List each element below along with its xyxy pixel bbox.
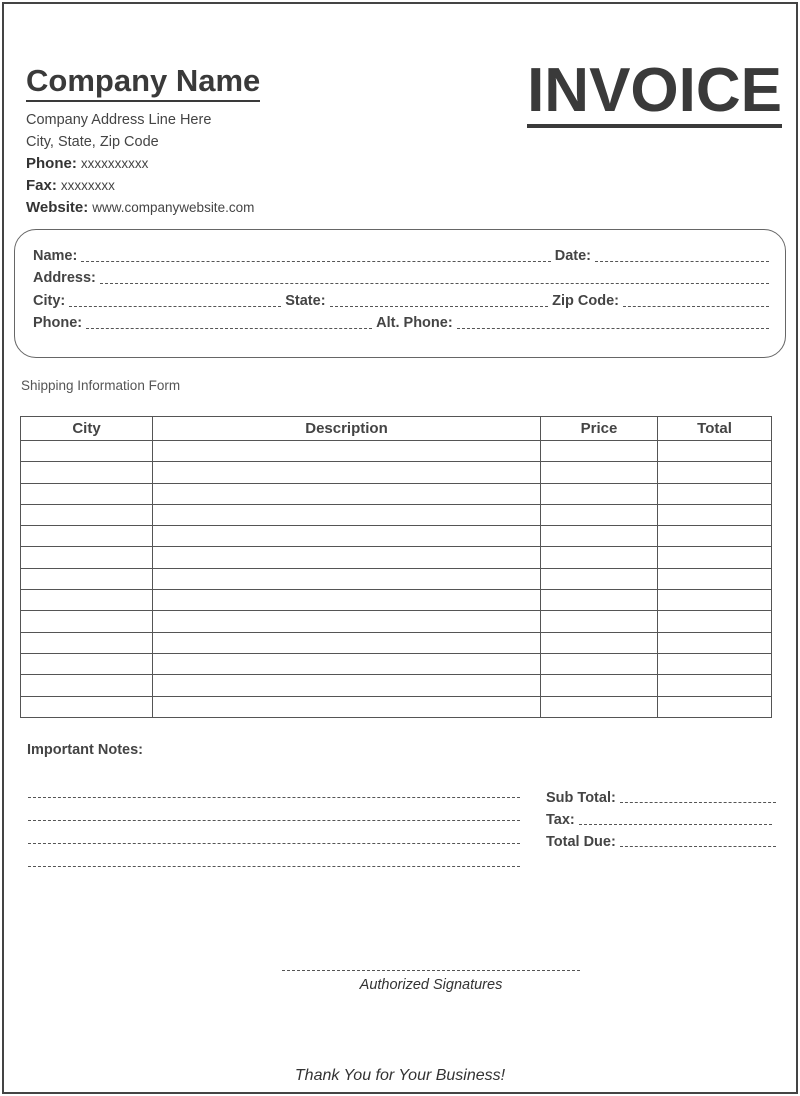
items-table (20, 416, 772, 718)
col-header-total: Total (658, 417, 772, 441)
city-cell[interactable] (21, 441, 153, 462)
name-label: Name: (33, 248, 78, 264)
address-field[interactable] (100, 270, 769, 284)
notes-label: Important Notes: (27, 742, 143, 758)
city-cell[interactable] (21, 632, 153, 653)
signature-label: Authorized Signatures (359, 977, 503, 993)
total-due-field[interactable] (620, 835, 776, 847)
company-fax (26, 175, 254, 197)
price-cell[interactable] (541, 568, 658, 589)
total-cell[interactable] (658, 653, 772, 674)
description-cell[interactable] (153, 675, 541, 696)
zip-label: Zip Code: (552, 293, 619, 309)
price-cell[interactable] (541, 462, 658, 483)
total-due-row (546, 828, 776, 850)
description-cell[interactable] (153, 696, 541, 717)
city-cell[interactable] (21, 590, 153, 611)
address-label: Address: (33, 270, 96, 286)
description-cell[interactable] (153, 526, 541, 547)
city-cell[interactable] (21, 462, 153, 483)
form-caption: Shipping Information Form (21, 378, 181, 393)
company-website-value: www.companywebsite.com (92, 200, 255, 215)
table-row (21, 611, 772, 632)
description-cell[interactable] (153, 547, 541, 568)
total-due-label: Total Due: (546, 834, 616, 850)
company-address: Company Address Line Here (26, 112, 212, 128)
total-cell[interactable] (658, 504, 772, 525)
company-website-label: Website: (26, 199, 89, 216)
total-cell[interactable] (658, 696, 772, 717)
price-cell[interactable] (541, 547, 658, 568)
customer-row-name (33, 244, 769, 264)
total-cell[interactable] (658, 632, 772, 653)
total-cell[interactable] (658, 441, 772, 462)
tax-row (546, 806, 776, 828)
date-field[interactable] (595, 248, 769, 262)
phone-field[interactable] (86, 315, 372, 329)
company-phone (26, 153, 254, 175)
total-cell[interactable] (658, 483, 772, 504)
company-info (26, 109, 254, 219)
alt-phone-label: Alt. Phone: (376, 315, 453, 331)
price-cell[interactable] (541, 696, 658, 717)
city-cell[interactable] (21, 483, 153, 504)
table-row (21, 483, 772, 504)
tax-field[interactable] (579, 813, 772, 825)
zip-field[interactable] (623, 293, 769, 307)
name-field[interactable] (81, 248, 550, 262)
signature-line[interactable] (282, 970, 580, 971)
price-cell[interactable] (541, 632, 658, 653)
state-field[interactable] (330, 293, 549, 307)
table-row (21, 441, 772, 462)
total-cell[interactable] (658, 611, 772, 632)
subtotal-row (546, 784, 776, 806)
description-cell[interactable] (153, 653, 541, 674)
table-row (21, 526, 772, 547)
description-cell[interactable] (153, 483, 541, 504)
city-cell[interactable] (21, 504, 153, 525)
description-cell[interactable] (153, 441, 541, 462)
note-line[interactable] (28, 820, 520, 821)
customer-info-box (14, 229, 786, 358)
total-cell[interactable] (658, 526, 772, 547)
subtotal-field[interactable] (620, 791, 776, 803)
price-cell[interactable] (541, 526, 658, 547)
company-phone-value: xxxxxxxxxx (80, 156, 149, 171)
total-cell[interactable] (658, 590, 772, 611)
customer-row-city (33, 289, 769, 309)
phone-label: Phone: (33, 315, 83, 331)
table-row (21, 696, 772, 717)
table-row (21, 568, 772, 589)
city-cell[interactable] (21, 547, 153, 568)
table-row (21, 462, 772, 483)
price-cell[interactable] (541, 675, 658, 696)
city-label: City: (33, 293, 66, 309)
price-cell[interactable] (541, 504, 658, 525)
total-cell[interactable] (658, 547, 772, 568)
description-cell[interactable] (153, 462, 541, 483)
date-label: Date: (554, 248, 591, 264)
table-row (21, 653, 772, 674)
total-cell[interactable] (658, 462, 772, 483)
total-cell[interactable] (658, 675, 772, 696)
city-cell[interactable] (21, 653, 153, 674)
price-cell[interactable] (541, 653, 658, 674)
col-header-description: Description (153, 417, 541, 441)
table-row (21, 675, 772, 696)
col-header-price: Price (541, 417, 658, 441)
company-phone-label: Phone: (26, 155, 77, 172)
city-cell[interactable] (21, 526, 153, 547)
table-row (21, 547, 772, 568)
price-cell[interactable] (541, 611, 658, 632)
description-cell[interactable] (153, 632, 541, 653)
total-cell[interactable] (658, 568, 772, 589)
alt-phone-field[interactable] (457, 315, 769, 329)
city-field[interactable] (69, 293, 281, 307)
city-cell[interactable] (21, 696, 153, 717)
city-cell[interactable] (21, 568, 153, 589)
tax-label: Tax: (546, 812, 575, 828)
table-body (21, 441, 772, 718)
description-cell[interactable] (153, 504, 541, 525)
price-cell[interactable] (541, 441, 658, 462)
price-cell[interactable] (541, 483, 658, 504)
table-row (21, 632, 772, 653)
customer-row-address (33, 266, 769, 286)
table-header-row (21, 417, 772, 441)
customer-row-phone (33, 311, 769, 331)
invoice-title: INVOICE (527, 58, 782, 128)
description-cell[interactable] (153, 611, 541, 632)
city-cell[interactable] (21, 675, 153, 696)
company-fax-label: Fax: (26, 177, 57, 194)
company-fax-value: xxxxxxxx (60, 178, 115, 193)
note-line[interactable] (28, 797, 520, 798)
thank-you-note: Thank You for Your Business! (294, 1067, 506, 1084)
totals-block (546, 784, 776, 850)
company-name: Company Name (26, 62, 260, 102)
description-cell[interactable] (153, 568, 541, 589)
state-label: State: (285, 293, 326, 309)
company-city-state-zip: City, State, Zip Code (26, 134, 159, 150)
note-line[interactable] (28, 843, 520, 844)
company-website (26, 197, 254, 219)
description-cell[interactable] (153, 590, 541, 611)
table-row (21, 504, 772, 525)
col-header-city: City (21, 417, 153, 441)
subtotal-label: Sub Total: (546, 790, 616, 806)
city-cell[interactable] (21, 611, 153, 632)
price-cell[interactable] (541, 590, 658, 611)
table-row (21, 590, 772, 611)
note-line[interactable] (28, 866, 520, 867)
